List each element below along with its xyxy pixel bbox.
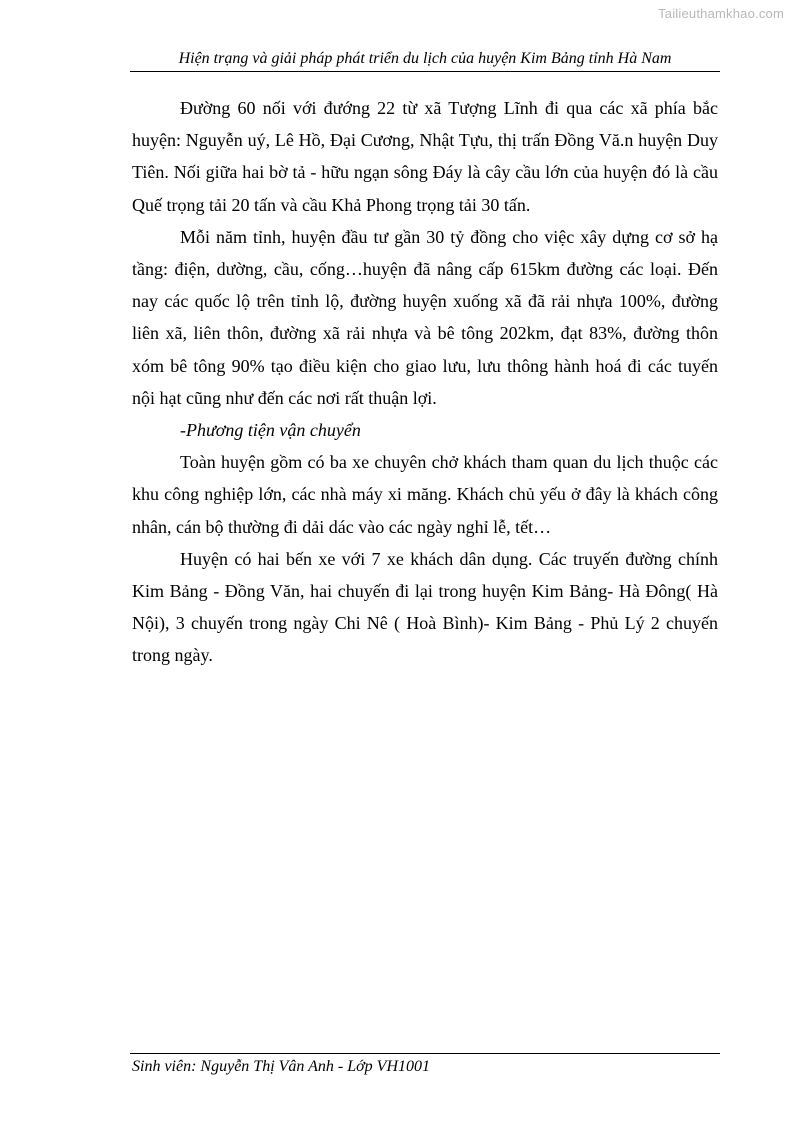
footer-divider (130, 1053, 720, 1054)
section-subheading: -Phương tiện vận chuyển (180, 420, 361, 441)
watermark-text: Tailieuthamkhao.com (658, 6, 784, 21)
document-body (132, 92, 718, 672)
paragraph-investment: Mỗi năm tỉnh, huyện đầu tư gần 30 tỷ đồng cho việc xây dựng cơ sở hạ tầng: điện, dường, cầu, cống…huyện đã nâng cấp 615km đường các loại. Đến nay các quốc lộ trên tỉnh lộ, đường huyện xuống xã đã rải nhựa 100%, đường liên xã, liên thôn, đường xã rải nhựa và bê tông 202km, đạt 83%, đường thôn xóm bê tông 90% tạo điều kiện cho giao lưu, lưu thông hành hoá đi các tuyến nội hạt cũng như đến các nơi rất thuận lợi. (132, 226, 718, 408)
paragraph-tour-buses: Toàn huyện gồm có ba xe chuyên chở khách tham quan du lịch thuộc các khu công nghiệp lớn, các nhà máy xi măng. Khách chủ yếu ở đây là khách công nhân, cán bộ thường đi dải dác vào các ngày nghỉ lễ, tết… (132, 452, 718, 537)
paragraph-bus-stations: Huyện có hai bến xe với 7 xe khách dân dụng. Các truyến đường chính Kim Bảng - Đồng Văn, hai chuyến đi lại trong huyện Kim Bảng- Hà Đông( Hà Nội), 3 chuyến trong ngày Chi Nê ( Hoà Bình)- Kim Bảng - Phủ Lý 2 chuyến trong ngày. (132, 548, 718, 666)
page-footer-author: Sinh viên: Nguyễn Thị Vân Anh - Lớp VH1001 (132, 1058, 430, 1075)
page-header-title: Hiện trạng và giải pháp phát triển du lịch của huyện Kim Bảng tỉnh Hà Nam (178, 50, 672, 67)
header-divider (130, 71, 720, 72)
paragraph-roads: Đường 60 nối với đướng 22 từ xã Tượng Lĩnh đi qua các xã phía bắc huyện: Nguyễn uý, Lê Hồ, Đại Cương, Nhật Tựu, thị trấn Đồng Vă.n huyện Duy Tiên. Nối giữa hai bờ tả - hữu ngạn sông Đáy là cây cầu lớn của huyện đó là cầu Quế trọng tải 20 tấn và cầu Khả Phong trọng tải 30 tấn. (132, 98, 718, 215)
